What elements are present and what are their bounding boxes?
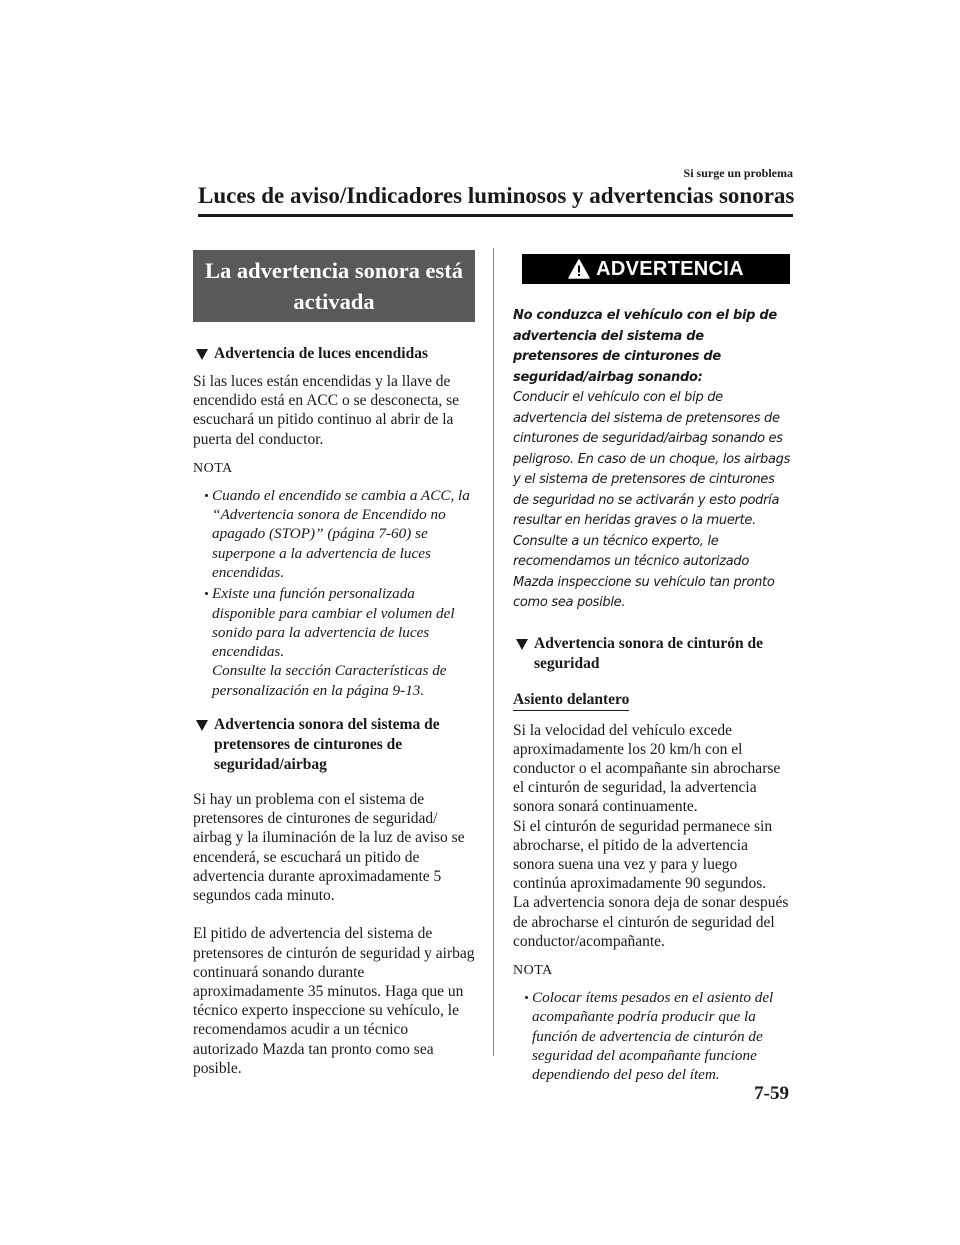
paragraph: Si hay un problema con el sistema de pretensores de cinturones de seguridad/ airbag y la iluminación de la luz de aviso se encenderá, se escuchará un pitido de advertencia durante aproximadamente 5 segundos cada minuto. — [193, 791, 465, 905]
warning-body-text: Conducir el vehículo con el bip de advertencia del sistema de pretensores de cinturones de seguridad/airbag sonando es peligroso. En caso de un choque, los airbags y el sistema de pretensores de cinturones de seguridad no se activarán y esto podría resultar en heridas graves o la muerte. Consulte a un técnico experto, le recomendamos un técnico autorizado Mazda inspeccione su vehículo tan pronto como sea posible. — [513, 390, 791, 610]
page-number: 7-59 — [754, 1083, 789, 1104]
paragraph: Si la velocidad del vehículo excede aproximadamente los 20 km/h con el conductor o el acompañante sin abrocharse el cinturón de seguridad, la advertencia sonora sonará continuamente. — [513, 721, 781, 816]
note-continuation — [212, 661, 475, 700]
front-seat-heading: Asiento delantero — [513, 691, 629, 711]
right-column — [513, 254, 793, 1086]
warning-triangle-icon — [568, 259, 590, 279]
note-list — [193, 486, 475, 700]
triangle-bullet-icon — [196, 349, 208, 360]
subheading-lights — [193, 344, 475, 364]
note-list — [513, 988, 793, 1084]
note-text: Colocar ítems pesados en el asiento del acompañante podría producir que la función de advertencia de cinturón de seguridad del acompañante funcione dependiendo del peso del ítem. — [532, 988, 774, 1084]
header-rule — [198, 214, 793, 217]
paragraph: Si el cinturón de seguridad permanece sin abrocharse, el pitido de la advertencia sonora suena una vez y para y luego continúa aproximadamente 90 segundos. — [513, 817, 773, 893]
subheading-text: Advertencia de luces encendidas — [214, 345, 428, 362]
warning-text — [513, 306, 793, 614]
left-column — [193, 250, 475, 1078]
note-item — [212, 584, 475, 661]
note-text: Existe una función personalizada disponible para cambiar el volumen del sonido para la advertencia de luces encendidas. — [212, 585, 455, 661]
column-divider — [493, 248, 494, 1056]
subheading-seatbelt — [513, 634, 793, 674]
bullet-dot-icon — [205, 592, 208, 595]
paragraph: Si las luces están encendidas y la llave de encendido está en ACC o se desconecta, se escuchará un pitido continuo al abrir de la puerta del conductor. — [193, 373, 459, 448]
paragraph: El pitido de advertencia del sistema de pretensores de cinturón de seguridad y airbag continuará sonando durante aproximadamente 35 minutos. Haga que un técnico experto inspeccione su vehículo, le recomendamos acudir a un técnico autorizado Mazda tan pronto como sea posible. — [193, 925, 475, 1077]
page-header: Luces de aviso/Indicadores luminosos y advertencias sonoras — [198, 183, 795, 208]
note-label: NOTA — [193, 460, 233, 476]
triangle-bullet-icon — [516, 639, 528, 650]
warning-label: ADVERTENCIA — [596, 257, 744, 280]
subheading-airbag — [193, 715, 475, 775]
section-label: Si surge un problema — [683, 166, 793, 180]
note-text: Consulte la sección Características de personalización en la página 9-13. — [212, 662, 447, 699]
warning-bold-text: No conduzca el vehículo con el bip de advertencia del sistema de pretensores de cinturones de seguridad/airbag sonando: — [513, 308, 777, 385]
bullet-dot-icon — [525, 996, 528, 999]
note-item — [212, 486, 475, 582]
section-title-box: La advertencia sonora está activada — [193, 250, 475, 322]
note-item — [532, 988, 793, 1084]
bullet-dot-icon — [205, 494, 208, 497]
subheading-text: Advertencia sonora de cinturón de seguridad — [534, 634, 764, 672]
note-text: Cuando el encendido se cambia a ACC, la “Advertencia sonora de Encendido no apagado (STOP)” (página 7-60) se superpone a la advertencia de luces encendidas. — [212, 486, 470, 581]
triangle-bullet-icon — [196, 720, 208, 731]
note-label: NOTA — [513, 962, 553, 978]
subheading-text: Advertencia sonora del sistema de pretensores de cinturones de seguridad/airbag — [214, 716, 440, 774]
paragraph: La advertencia sonora deja de sonar después de abrocharse el cinturón de seguridad del conductor/acompañante. — [513, 894, 789, 950]
warning-banner — [522, 254, 790, 284]
